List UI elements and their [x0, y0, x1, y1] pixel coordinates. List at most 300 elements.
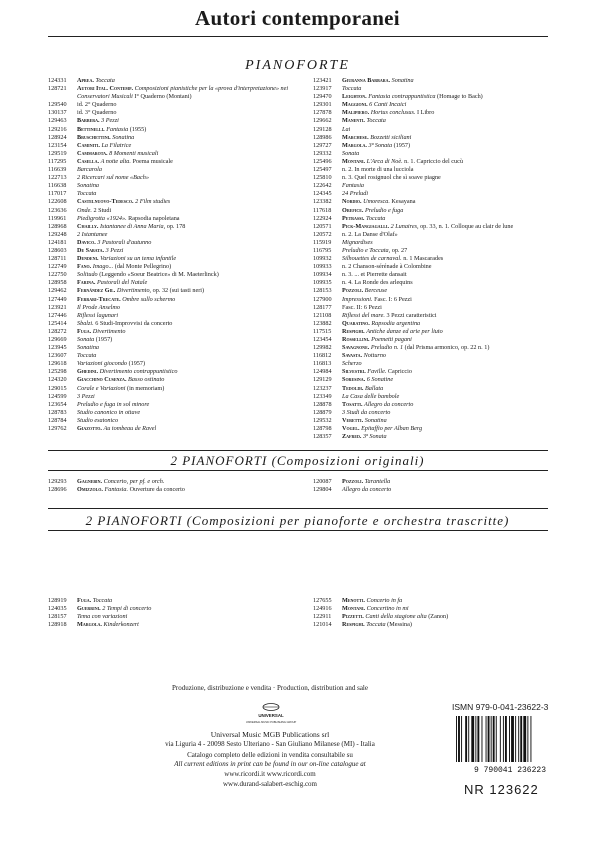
catalogue-entry-number: 129662 — [313, 117, 332, 125]
catalogue-entry-number: 129519 — [48, 149, 67, 157]
catalogue-entry-detail: n. 2. La Danse d'Olaf» — [342, 230, 398, 238]
section-heading-pianoforte: PIANOFORTE — [245, 58, 350, 73]
catalogue-entry-work: Pastorali del Natale — [97, 279, 148, 287]
catalogue-entry — [48, 328, 298, 336]
catalogue-entry-composer: Veretti. — [342, 416, 364, 424]
catalogue-entry-composer: Pozzoli. — [342, 478, 364, 485]
catalogue-entry-number: 123945 — [48, 344, 67, 352]
catalogue-entry-number: 125497 — [313, 166, 332, 174]
catalogue-entry-composer: Davico. — [77, 238, 96, 246]
catalogue-entry-number: 128603 — [48, 246, 67, 254]
two-piano-transcribed-right-column — [313, 597, 553, 629]
catalogue-entry — [313, 215, 553, 223]
catalogue-entry-work: Sonata — [77, 336, 95, 343]
catalogue-entry-number: 109935 — [313, 279, 332, 287]
catalogue-entry — [313, 93, 553, 101]
catalogue-entry — [313, 239, 553, 247]
catalogue-entry — [313, 336, 553, 344]
catalogue-entry — [48, 312, 298, 320]
catalogue-entry-work: Toccata — [366, 117, 386, 125]
catalogue-entry — [48, 605, 298, 613]
catalogue-entry-detail: op. 32 (sui tasti neri) — [152, 287, 205, 295]
catalogue-entry-number: 123382 — [313, 198, 332, 206]
catalogue-entry-number: 123917 — [313, 85, 332, 93]
catalogue-entry-number: 116813 — [313, 360, 332, 368]
catalogue-entry — [313, 376, 553, 384]
catalogue-entry-detail: Rapsodia napoletana — [128, 214, 180, 222]
catalogue-entry-number: 116639 — [48, 166, 67, 174]
catalogue-entry — [313, 247, 553, 255]
catalogue-entry-work: Corale e Variazioni — [77, 384, 126, 392]
catalogue-entry-number: 127449 — [48, 295, 67, 303]
catalogue-entry-composer: Omizzolo. — [77, 486, 103, 494]
catalogue-entry-work: Hortus conclusus. — [370, 109, 416, 117]
catalogue-entry-number: 124984 — [313, 368, 332, 376]
catalogue-entry-work: 6 Sonatine — [366, 376, 394, 384]
catalogue-entry — [48, 401, 298, 409]
catalogue-entry-composer: Guerrini. — [77, 605, 101, 613]
catalogue-entry-work: Notturno — [363, 352, 387, 360]
catalogue-entry-number: 122642 — [313, 182, 332, 190]
catalogue-entry-work: Fantasia — [106, 125, 129, 133]
catalogue-entry — [48, 198, 298, 206]
catalogue-entry — [313, 352, 553, 360]
catalogue-entry-composer: Ghedini. — [77, 368, 99, 376]
catalogue-entry — [48, 109, 298, 117]
catalogue-entry-work: Variazioni giocondo — [77, 360, 128, 368]
catalogue-entry-work: Preludio n. 1 — [370, 344, 404, 352]
catalogue-entry-number: 124345 — [313, 190, 332, 198]
catalogue-entry-detail: I° Quaderno (Montani) — [134, 93, 192, 101]
catalogue-entry-composer: Pick-Mangiagalli. — [342, 222, 390, 230]
catalogue-entry-detail: (in memoriam) — [127, 384, 165, 392]
catalogue-entry-composer: Manenti. — [342, 117, 365, 125]
catalogue-entry-detail: Fasc. II: 6 Pezzi — [342, 303, 382, 311]
catalogue-entry-composer: Quaratino. — [342, 319, 370, 327]
catalogue-entry-number: 117017 — [48, 190, 67, 198]
catalogue-entry-detail: (dal Monte Pellegrino) — [114, 263, 172, 271]
catalogue-entry-work: 2 Istantanee — [77, 230, 108, 238]
catalogue-entry-work: Sonatina — [77, 344, 100, 352]
catalogue-entry — [313, 126, 553, 134]
catalogue-entry-number: 124599 — [48, 392, 67, 400]
catalogue-entry-number: 117618 — [313, 206, 332, 214]
catalogue-entry-number: 124916 — [313, 605, 332, 613]
catalogue-entry — [313, 417, 553, 425]
catalogue-entry-work: Ombre sullo schermo — [122, 295, 176, 303]
catalogue-entry-work: Toccata — [366, 621, 386, 629]
catalogue-entry — [313, 328, 553, 336]
catalogue-entry-detail: (Homage to Bach) — [437, 93, 483, 101]
catalogue-entry-work: 2 Film studies — [135, 198, 171, 206]
catalogue-entry — [313, 344, 553, 352]
catalogue-entry-detail: (1957) — [128, 360, 146, 368]
catalogue-entry-composer: Aprea. — [77, 77, 94, 84]
catalogue-entry-work: Solitudo — [77, 271, 98, 279]
catalogue-entry-composer: Casella. — [77, 157, 100, 165]
catalogue-entry — [313, 223, 553, 231]
catalogue-entry — [48, 77, 298, 85]
catalogue-entry — [48, 190, 298, 198]
section-rule — [48, 508, 548, 509]
catalogue-entry-work: Concerto, per pf. e orch. — [103, 478, 165, 485]
catalogue-entry-composer: Giuranna Barbara. — [342, 77, 391, 84]
catalogue-entry-composer: Fuga. — [77, 327, 92, 335]
catalogue-entry-work: Variazioni su un tema infantile — [100, 255, 177, 263]
catalogue-entry-number: 129618 — [48, 360, 67, 368]
catalogue-entry-work: Epitaffio per Alban Berg — [361, 425, 423, 433]
catalogue-entry-work: Basso ostinato — [128, 376, 165, 384]
catalogue-entry-number: 129762 — [48, 425, 67, 433]
catalogue-entry-detail: n. 3. Quel rosignuol che sì soave piagne — [342, 174, 441, 182]
title-rule — [48, 36, 548, 37]
catalogue-entry — [313, 409, 553, 417]
catalogue-entry-detail: id. 2° Quaderno — [77, 101, 117, 109]
catalogue-entry-number: 123882 — [313, 319, 332, 327]
catalogue-entry-work: Antiche danze ed arie per liuto — [366, 327, 443, 335]
two-piano-original-right-column — [313, 478, 553, 494]
logo-subtitle: UNIVERSAL MUSIC PUBLISHING GROUP — [245, 721, 297, 724]
catalogue-entry-number: 123921 — [48, 303, 67, 311]
website-links[interactable]: www.ricordi.it www.ricordi.com — [224, 770, 316, 778]
catalogue-entry — [313, 401, 553, 409]
catalogue-entry — [313, 182, 553, 190]
catalogue-entry-number: 128711 — [48, 255, 67, 263]
catalogue-entry-number: 129332 — [313, 149, 332, 157]
catalogue-entry-work: A notte alta. — [100, 157, 131, 165]
catalogue-note-en: All current editions in print can be found in our on-line catalogue at — [174, 760, 366, 768]
catalogue-entry — [48, 150, 298, 158]
catalogue-entry-number: 129463 — [48, 117, 67, 125]
catalogue-entry — [48, 174, 298, 182]
catalogue-entry-work: Sonatina — [77, 182, 100, 190]
catalogue-entry-detail: 3 Pezzi caratteristici — [386, 311, 437, 319]
catalogue-entry — [313, 142, 553, 150]
catalogue-entry-work: Tarantella — [364, 478, 391, 485]
catalogue-entry-number: 127878 — [313, 109, 332, 117]
catalogue-entry-number: 129293 — [48, 478, 67, 485]
catalogue-entry — [48, 344, 298, 352]
catalogue-entry-composer: Silvestri. — [342, 368, 366, 376]
catalogue-entry-composer: Menotti. — [342, 597, 365, 604]
catalogue-entry — [313, 296, 553, 304]
catalogue-entry-composer: Bettinelli. — [77, 125, 105, 133]
catalogue-entry-number: 128798 — [313, 425, 332, 433]
catalogue-entry-composer: Zafred. — [342, 433, 362, 441]
catalogue-entry-work: Toccata — [77, 352, 97, 360]
catalogue-entry — [313, 117, 553, 125]
catalogue-entry-composer: Dendeni. — [77, 255, 99, 263]
catalogue-entry-work: La Casa delle bambole — [342, 392, 400, 400]
catalogue-entry-number: 129982 — [313, 344, 332, 352]
catalogue-entry-work: Divertimento contrappuntistico — [99, 368, 178, 376]
catalogue-entry-work: Concerto in fa — [366, 597, 403, 604]
catalogue-entry-number: 122911 — [313, 613, 332, 621]
catalogue-entry-number: 129470 — [313, 93, 332, 101]
catalogue-entry-work: Preludio e Toccata, — [342, 246, 391, 254]
catalogue-entry-composer: Nordio. — [342, 198, 362, 206]
catalogue-entry — [48, 207, 298, 215]
catalogue-entry-number: 128878 — [313, 400, 332, 408]
barcode — [450, 714, 570, 774]
catalogue-entry-work: Tema con variazioni — [77, 613, 128, 621]
catalogue-entry-work: Faville. — [367, 368, 387, 376]
catalogue-entry-work: Fantasia — [342, 182, 365, 190]
catalogue-entry-detail: 2 Studi — [93, 206, 112, 214]
catalogue-entry — [313, 425, 553, 433]
catalogue-entry-number: 128272 — [48, 327, 67, 335]
two-piano-transcribed-left-column — [48, 597, 298, 629]
catalogue-entry-number: 129727 — [313, 141, 332, 149]
catalogue-entry — [313, 478, 553, 486]
catalogue-entry-work: La Filatrice — [101, 141, 132, 149]
catalogue-entry-number: 128357 — [313, 433, 332, 441]
catalogue-entry — [313, 263, 553, 271]
catalogue-entry — [313, 605, 553, 613]
catalogue-entry-number: 129540 — [48, 101, 67, 109]
catalogue-entry — [48, 182, 298, 190]
catalogue-entry-number: 123454 — [313, 336, 332, 343]
catalogue-entry-number: 119961 — [48, 214, 67, 222]
catalogue-entry-number: 130137 — [48, 109, 67, 117]
catalogue-entry-number: 122749 — [48, 263, 67, 271]
section-heading-2-pianoforti-original: 2 PIANOFORTI (Composizioni originali) — [170, 453, 425, 468]
catalogue-entry-work: 3 Pezzi — [105, 246, 124, 254]
catalogue-entry-number: 129015 — [48, 384, 67, 392]
catalogue-entry — [313, 393, 553, 401]
catalogue-entry — [48, 304, 298, 312]
catalogue-entry-work: Studio esatonico — [77, 416, 119, 424]
catalogue-entry-number: 121108 — [313, 311, 332, 319]
catalogue-entry-number: 128918 — [48, 621, 67, 629]
catalogue-entry-work: 3 Pezzi — [77, 392, 95, 400]
catalogue-entry — [313, 134, 553, 142]
catalogue-entry-detail: 6 Studi-Improvvisi da concerto — [95, 319, 173, 327]
catalogue-entry-composer: Giacchino Cusenza. — [77, 376, 127, 384]
catalogue-entry — [313, 109, 553, 117]
catalogue-entry-work: Barcarola — [77, 166, 102, 174]
catalogue-entry — [48, 360, 298, 368]
catalogue-entry-detail: (Zanon) — [428, 613, 449, 621]
catalogue-entry-number: 129669 — [48, 336, 67, 343]
catalogue-entry — [48, 85, 298, 101]
catalogue-entry-composer: Marchese. — [342, 133, 369, 141]
catalogue-entry-composer: Savasta. — [342, 352, 363, 360]
catalogue-entry — [313, 190, 553, 198]
catalogue-entry-work: Studio canonico in ottave — [77, 408, 141, 416]
catalogue-entry-detail: (1955) — [129, 125, 147, 133]
catalogue-entry-composer: Orefice. — [342, 206, 364, 214]
catalogue-number: NR 123622 — [464, 782, 539, 797]
catalogue-entry-number: 127446 — [48, 311, 67, 319]
catalogue-entry — [48, 621, 298, 629]
catalogue-entry — [313, 486, 553, 494]
catalogue-entry — [313, 320, 553, 328]
catalogue-entry — [313, 613, 553, 621]
catalogue-entry-detail: op. 178 — [166, 222, 186, 230]
catalogue-entry-work: Onde. — [77, 206, 92, 214]
catalogue-entry-detail: op. 33, n. 1. Colloque au clair de lune — [420, 222, 514, 230]
catalogue-entry-number: 116638 — [48, 182, 67, 190]
catalogue-entry — [48, 239, 298, 247]
catalogue-entry-work: Poemetti pagani — [371, 336, 412, 343]
catalogue-entry — [313, 304, 553, 312]
catalogue-entry-work: Composizioni pianistiche per la «prova d'interpretazione» nei Conservatori Musicali — [77, 85, 289, 101]
catalogue-entry — [313, 77, 553, 85]
catalogue-entry — [313, 385, 553, 393]
catalogue-entry — [48, 597, 298, 605]
catalogue-entry-work: Toccata — [92, 597, 113, 604]
catalogue-entry-work: Riflessi lagunari — [77, 311, 119, 319]
catalogue-entry-composer: De Sabata. — [77, 246, 105, 254]
catalogue-entry-detail: id. 3° Quaderno — [77, 109, 117, 117]
catalogue-entry-work: Toccata — [77, 190, 97, 198]
catalogue-entry-composer: Margola. — [77, 621, 102, 629]
catalogue-entry — [313, 287, 553, 295]
catalogue-entry-composer: Fano. — [77, 263, 92, 271]
catalogue-entry-number: 128879 — [313, 408, 332, 416]
section-heading-2-pianoforti-transcribed: 2 PIANOFORTI (Composizioni per pianoforte e orchestra trascritte) — [85, 513, 510, 528]
catalogue-entry-work: Canti della stagione alta — [365, 613, 427, 621]
catalogue-entry — [48, 287, 298, 295]
catalogue-entry-number: 116795 — [313, 246, 332, 254]
catalogue-entry — [48, 142, 298, 150]
catalogue-entry-number: 129462 — [48, 287, 67, 295]
catalogue-entry-number: 127900 — [313, 295, 332, 303]
catalogue-entry — [48, 231, 298, 239]
catalogue-entry-detail: (Messina) — [387, 621, 412, 629]
catalogue-entry-detail: Kesayana — [391, 198, 416, 206]
catalogue-entry-work: 3ª Sonata — [363, 433, 387, 441]
catalogue-entry-work: Toccata — [366, 214, 386, 222]
website-link-durand[interactable]: www.durand-salabert-eschig.com — [222, 780, 317, 788]
catalogue-entry-number: 123349 — [313, 392, 332, 400]
section-rule — [48, 470, 548, 471]
catalogue-entry-number: 127655 — [313, 597, 332, 604]
catalogue-entry — [48, 336, 298, 344]
catalogue-entry-number: 128924 — [48, 133, 67, 141]
catalogue-entry-work: Sonatina — [391, 77, 414, 84]
catalogue-entry-number: 122750 — [48, 271, 67, 279]
catalogue-entry — [313, 368, 553, 376]
catalogue-entry-work: Divertimento, — [116, 287, 152, 295]
catalogue-entry-composer: Castelnuovo-Tedesco. — [77, 198, 134, 206]
page-title: Autori contemporanei — [195, 6, 400, 30]
catalogue-entry-number: 122924 — [313, 214, 332, 222]
catalogue-entry — [313, 166, 553, 174]
catalogue-entry-number: 129248 — [48, 230, 67, 238]
catalogue-entry — [313, 174, 553, 182]
catalogue-entry — [48, 368, 298, 376]
catalogue-entry-detail: n. 2 Chanson-sérénade à Colombine — [342, 263, 432, 271]
catalogue-entry-detail: (1957) — [393, 141, 411, 149]
catalogue-entry-number: 129216 — [48, 125, 67, 133]
catalogue-entry-work: Toccata — [95, 77, 115, 84]
catalogue-entry — [48, 296, 298, 304]
catalogue-entry-number: 109932 — [313, 255, 332, 263]
catalogue-entry-work: 2 Ricercari sul nome «Bach» — [77, 174, 149, 182]
catalogue-entry-number: 124331 — [48, 77, 67, 84]
catalogue-entry — [48, 478, 298, 486]
catalogue-entry-number: 109933 — [313, 263, 332, 271]
catalogue-entry-number: 123421 — [313, 77, 332, 84]
section-rule — [48, 450, 548, 451]
catalogue-entry-work: Sbalzi. — [77, 319, 94, 327]
catalogue-entry — [48, 101, 298, 109]
catalogue-entry-number: 122713 — [48, 174, 67, 182]
catalogue-entry — [48, 417, 298, 425]
section-rule — [48, 530, 548, 531]
catalogue-entry-composer: Margola. — [342, 141, 367, 149]
catalogue-entry-number: 116812 — [313, 352, 332, 360]
catalogue-entry-work: Fantasia contrappuntistica — [368, 93, 436, 101]
catalogue-entry-work: 3 Studi da concerto — [342, 408, 391, 416]
catalogue-note-it: Catalogo completo delle edizioni in vendita consultabile su — [187, 751, 353, 759]
catalogue-entry — [48, 158, 298, 166]
catalogue-entry-work: Fantasia. — [104, 486, 129, 494]
ismn-number: ISMN 979-0-041-23622-3 — [452, 702, 549, 712]
catalogue-entry-number: 120572 — [313, 230, 332, 238]
catalogue-entry-work: Sonata — [342, 149, 360, 157]
catalogue-entry-detail: n. 2. In morte di una lucciola — [342, 166, 414, 174]
catalogue-entry — [48, 134, 298, 142]
catalogue-entry — [313, 255, 553, 263]
catalogue-entry-detail: (1957) — [95, 336, 113, 343]
catalogue-entry-composer: Fuga. — [77, 597, 92, 604]
catalogue-entry — [48, 166, 298, 174]
catalogue-entry-work: Rapsodia argentina — [371, 319, 421, 327]
catalogue-entry-work: Imago... — [92, 263, 114, 271]
catalogue-entry-work: 24 Preludi — [342, 190, 369, 198]
catalogue-entry — [48, 352, 298, 360]
catalogue-entry-work: Allegro da concerto — [364, 400, 414, 408]
catalogue-entry-composer: Rossellini. — [342, 336, 370, 343]
catalogue-entry-composer: Soresina. — [342, 376, 366, 384]
catalogue-entry — [313, 271, 553, 279]
catalogue-entry-work: 3 Pastorali d'autunno — [97, 238, 152, 246]
catalogue-entry — [48, 486, 298, 494]
catalogue-entry-number: 125414 — [48, 319, 67, 327]
production-line: Produzione, distribuzione e vendita · Production, distribution and sale — [172, 684, 368, 692]
catalogue-entry-work: Concertino in mi — [366, 605, 409, 613]
catalogue-entry-work: Au tombeau de Ravel — [103, 425, 157, 433]
catalogue-entry-work: 3 Pezzi — [101, 117, 119, 125]
catalogue-entry-composer: Montani. — [342, 605, 366, 613]
catalogue-entry-detail: I Libro — [416, 109, 435, 117]
catalogue-entry-detail: n. 3. ... et Pierrette dansait — [342, 271, 407, 279]
catalogue-entry-number: 128968 — [48, 222, 67, 230]
catalogue-entry — [48, 320, 298, 328]
catalogue-entry-number: 123237 — [313, 384, 332, 392]
catalogue-entry-number: 129301 — [313, 101, 332, 109]
catalogue-entry-work: Toccata — [342, 85, 362, 93]
catalogue-entry-detail: n. 4. La Ronde des arlequins — [342, 279, 413, 287]
catalogue-entry-number: 121014 — [313, 621, 332, 629]
catalogue-entry — [48, 223, 298, 231]
catalogue-entry — [48, 613, 298, 621]
catalogue-entry-number: 128919 — [48, 597, 67, 604]
catalogue-entry — [48, 385, 298, 393]
catalogue-entry-number: 129532 — [313, 416, 332, 424]
catalogue-entry-number: 129128 — [313, 125, 332, 133]
catalogue-entry-work: Silhouettes de carnaval. — [342, 255, 402, 263]
catalogue-entry-work: Scherzo — [342, 360, 362, 368]
catalogue-entry-work: Sonatina — [364, 416, 387, 424]
publisher-name: Universal Music MGB Publications srl — [210, 730, 330, 739]
catalogue-entry-work: Mignardises — [342, 238, 373, 246]
catalogue-entry — [313, 597, 553, 605]
catalogue-entry-number: 124181 — [48, 238, 67, 246]
